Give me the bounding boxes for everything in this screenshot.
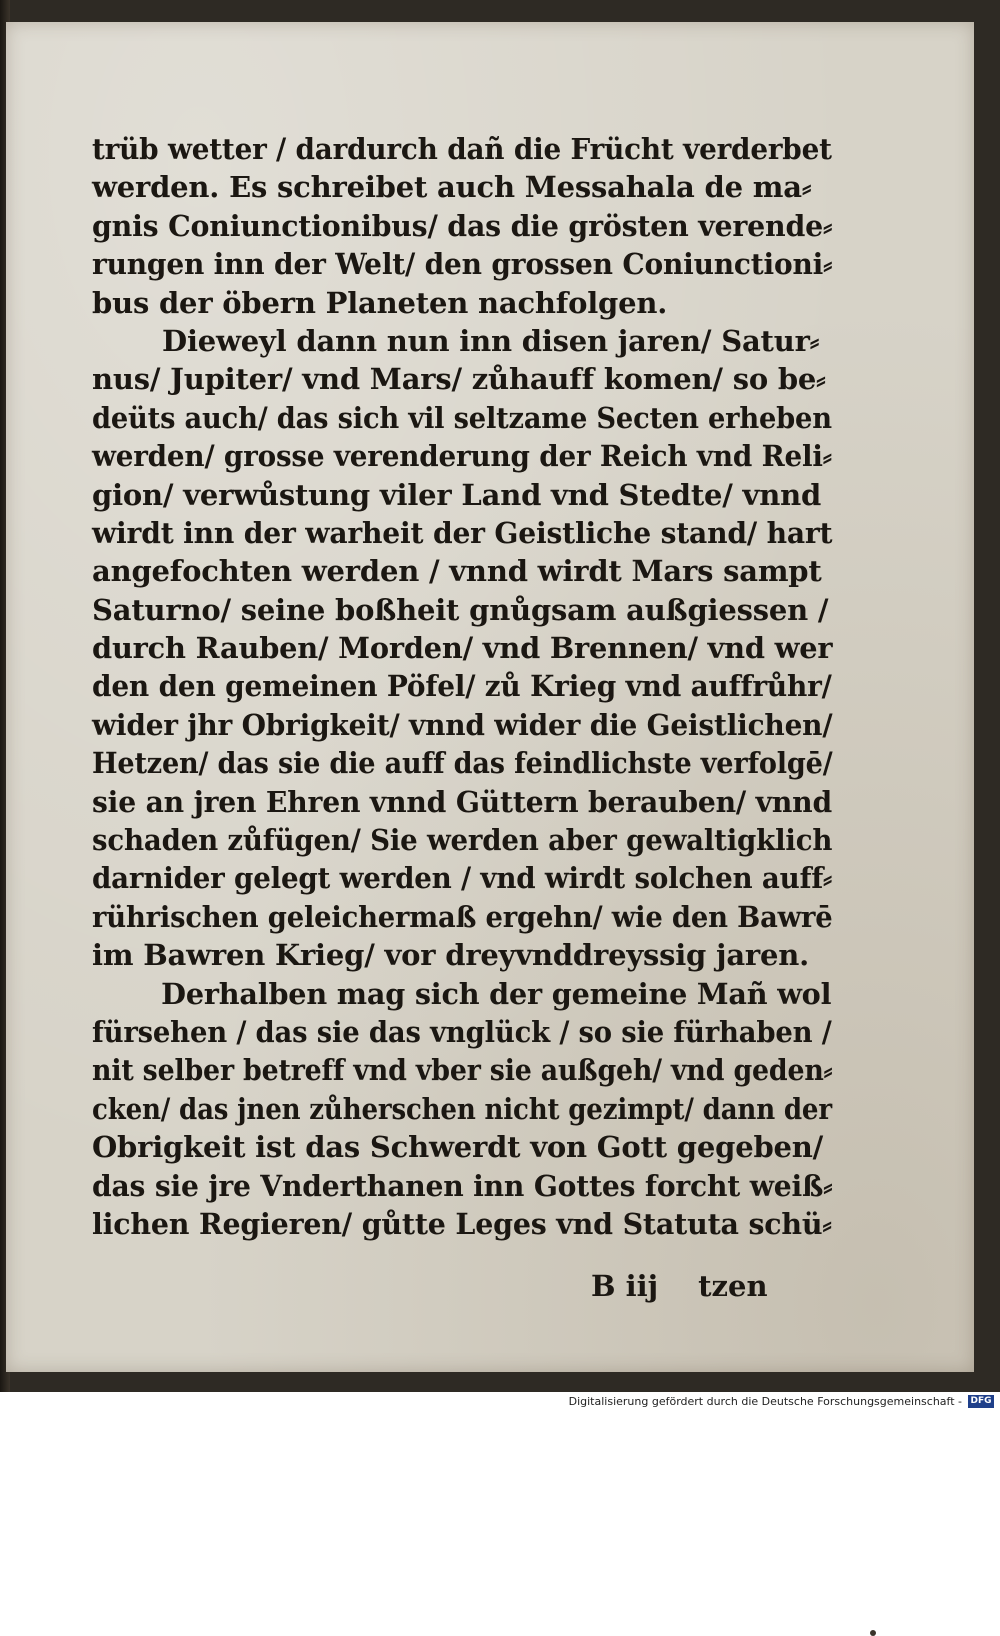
dfg-logo: DFG — [968, 1395, 994, 1408]
page-foot — [591, 1269, 808, 1303]
text-line: Derhalben mag sich der gemeine Mañ wol — [161, 976, 832, 1011]
text-line: im Bawren Krieg/ vor dreyvnddreyssig jaren. — [92, 938, 810, 973]
text-line: wider jhr Obrigkeit/ vnnd wider die Geistlichen/ — [92, 707, 833, 742]
text-line: fürsehen / das sie das vnglück / so sie fürhaben / — [92, 1014, 832, 1049]
text-line: rungen inn der Welt/ den grossen Coniunctioni⸗ — [92, 247, 833, 282]
text-line: deüts auch/ das sich vil seltzame Secten erheben — [92, 400, 832, 435]
footer-credit: Digitalisierung gefördert durch die Deutsche Forschungsgemeinschaft - — [568, 1395, 962, 1408]
text-line: darnider gelegt werden / vnd wirdt solchen auff⸗ — [92, 861, 833, 896]
text-line: werden. Es schreibet auch Messahala de ma⸗ — [92, 170, 812, 205]
text-line: Obrigkeit ist das Schwerdt von Gott gegeben/ — [92, 1130, 824, 1165]
text-line: lichen Regieren/ gůtte Leges vnd Statuta schü⸗ — [92, 1206, 832, 1241]
signature-mark: B iij — [591, 1269, 659, 1303]
text-line: rührischen geleichermaß ergehn/ wie den Bawrē — [92, 899, 833, 934]
text-line: den den gemeinen Pöfel/ zů Krieg vnd auffrůhr/ — [92, 669, 832, 704]
book-page — [6, 22, 974, 1372]
text-line: sie an jren Ehren vnnd Güttern berauben/ vnnd — [92, 784, 832, 819]
text-line: durch Rauben/ Morden/ vnd Brennen/ vnd wer — [92, 631, 833, 666]
digitization-footer — [0, 1392, 1000, 1412]
text-line: Dieweyl dann nun inn disen jaren/ Satur⸗ — [162, 323, 820, 358]
text-line: das sie jre Vnderthanen inn Gottes forcht weiß⸗ — [92, 1168, 833, 1203]
text-line: werden/ grosse verenderung der Reich vnd Reli⸗ — [92, 439, 832, 474]
text-line: Hetzen/ das sie die auff das feindlichste verfolgē/ — [92, 746, 833, 781]
text-line: gion/ verwůstung viler Land vnd Stedte/ vnnd — [92, 477, 822, 512]
text-line: nus/ Jupiter/ vnd Mars/ zůhauff komen/ so be⸗ — [92, 362, 826, 397]
text-line: angefochten werden / vnnd wirdt Mars sampt — [92, 554, 822, 589]
text-line: nit selber betreff vnd vber sie außgeh/ vnd geden⸗ — [92, 1053, 833, 1088]
text-line: gnis Coniunctionibus/ das die grösten verende⸗ — [92, 208, 833, 243]
text-line: cken/ das jnen zůherschen nicht gezimpt/ dann der — [92, 1091, 832, 1126]
text-line: Saturno/ seine boßheit gnůgsam außgiessen / — [92, 592, 829, 627]
paper-speck — [870, 1630, 876, 1636]
text-line: wirdt inn der warheit der Geistliche stand/ hart — [92, 515, 833, 550]
text-line: bus der öbern Planeten nachfolgen. — [92, 285, 668, 320]
text-line: schaden zůfügen/ Sie werden aber gewaltigklich — [92, 823, 833, 858]
text-line: trüb wetter / dardurch dañ die Frücht verderbet — [92, 132, 832, 166]
body-text — [92, 130, 832, 1243]
catchword: tzen — [698, 1269, 768, 1303]
